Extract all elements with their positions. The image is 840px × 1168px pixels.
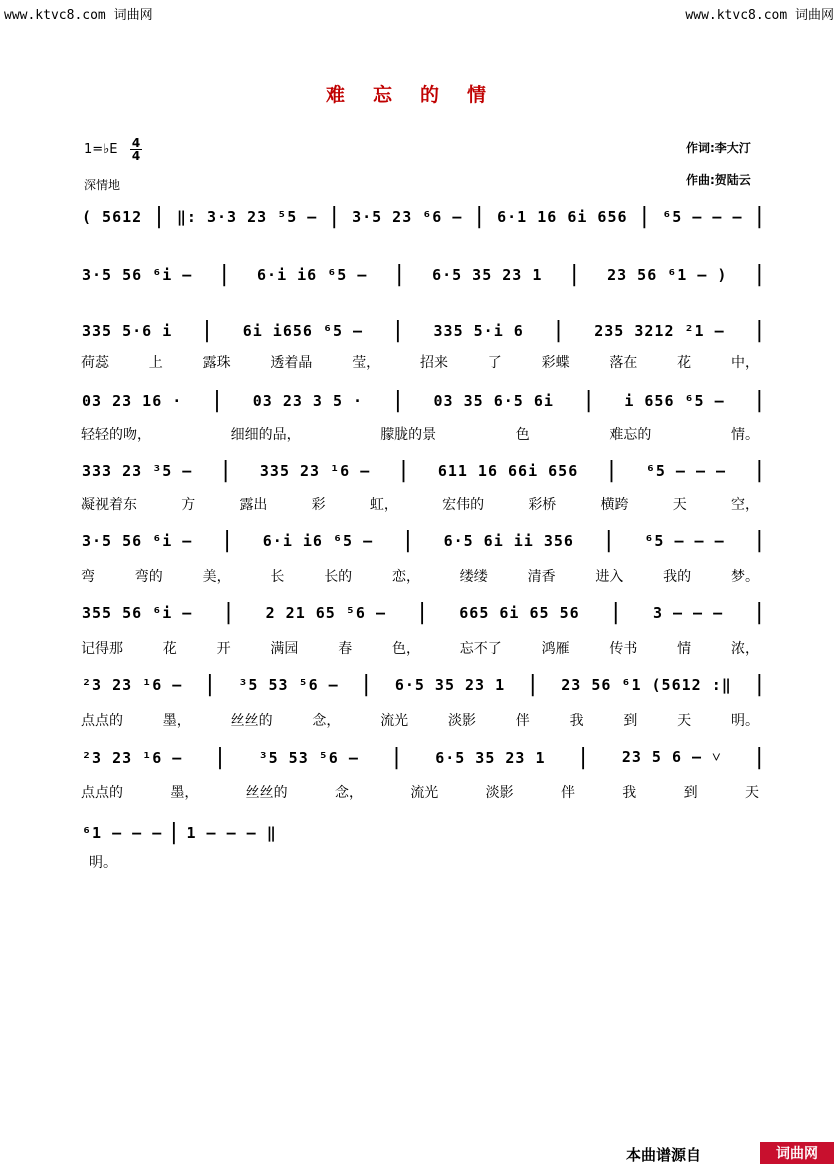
time-signature-top: 4 <box>131 136 141 150</box>
barline: | <box>210 388 225 413</box>
lyric-word: 我 <box>622 785 637 801</box>
barline: | <box>551 318 567 343</box>
lyric-word: 凝视着东 <box>81 497 137 513</box>
lyric-word: 浓， <box>730 641 759 657</box>
measure: ²3 23 ¹6 – <box>82 676 183 694</box>
lyric-word: 丝丝的 <box>230 713 273 729</box>
notation-row <box>80 262 770 287</box>
lyric-word: 清香 <box>527 569 556 585</box>
watermark-right: www.ktvc8.com 词曲网 <box>685 8 834 23</box>
lyric-word: 细细的品， <box>230 427 301 443</box>
measure: 03 23 16 · <box>82 392 183 410</box>
lyric-word: 长的 <box>324 569 353 585</box>
notation-row <box>80 458 770 483</box>
site-logo: 词曲网 <box>760 1142 834 1164</box>
measure: 335 5·6 i <box>82 322 173 340</box>
barline: | <box>526 672 541 697</box>
lyric-word: 明。 <box>89 855 117 871</box>
barline: | <box>752 262 767 287</box>
measure: ‖: 3·3 23 ⁵5 – <box>176 208 318 226</box>
lyric-word: 招来 <box>419 355 448 371</box>
lyric-word: 到 <box>683 785 698 801</box>
barline: | <box>152 204 167 229</box>
lyric-word: 朦胧的景 <box>380 427 437 443</box>
barline: | <box>396 458 412 483</box>
barline: | <box>327 204 342 229</box>
time-signature-bottom: 4 <box>131 149 141 163</box>
measure: 6·5 35 23 1 <box>432 266 543 284</box>
barline: | <box>567 262 582 287</box>
lyric-word: 荷蕊 <box>81 355 109 371</box>
barline: | <box>752 745 767 770</box>
notation-row <box>80 528 770 553</box>
measure: 3 – – – <box>652 604 724 622</box>
lyric-word: 落在 <box>609 355 638 371</box>
lyric-word: 我的 <box>663 569 692 585</box>
lyric-word: 彩 <box>311 497 326 513</box>
lyric-word: 长 <box>270 569 285 585</box>
song-title: 难忘的情 <box>325 84 514 106</box>
lyric-word: 弯 <box>81 569 95 585</box>
lyric-word: 淡影 <box>447 713 476 729</box>
barline: | <box>752 318 767 343</box>
lyric-row <box>80 424 760 444</box>
lyric-word: 流光 <box>380 713 409 729</box>
barline: | <box>602 528 617 553</box>
lyric-word: 天 <box>677 713 692 729</box>
barline: | <box>203 672 218 697</box>
measure: 611 16 66i 656 <box>437 462 579 480</box>
time-signature <box>130 137 142 162</box>
watermark-left: www.ktvc8.com 词曲网 <box>4 8 153 23</box>
measure: ³5 53 ⁵6 – <box>238 676 339 694</box>
lyric-word: 忘不了 <box>459 641 502 657</box>
lyric-word: 情。 <box>730 427 759 443</box>
measure: 6i i656 ⁶5 – <box>242 322 364 340</box>
barline: | <box>200 318 215 343</box>
lyric-word: 鸿雁 <box>541 641 570 657</box>
barline: | <box>167 820 182 845</box>
lyric-word: 墨， <box>162 713 191 729</box>
barline: | <box>217 262 232 287</box>
barline: | <box>752 528 767 553</box>
measure: 1 – – – ‖ <box>186 824 277 842</box>
lyric-word: 到 <box>623 713 638 729</box>
lyric-word: 开 <box>216 641 231 657</box>
lyric-word: 了 <box>487 355 502 371</box>
barline: | <box>637 204 653 229</box>
lyric-word: 美， <box>202 569 231 585</box>
barline: | <box>752 672 767 697</box>
barline: | <box>752 600 767 625</box>
barline: | <box>359 672 374 697</box>
barline: | <box>752 388 767 413</box>
lyric-word: 上 <box>148 355 163 371</box>
barline: | <box>392 262 407 287</box>
measure: 2 21 65 ⁵6 – <box>265 604 386 622</box>
lyric-word: 念， <box>334 785 363 801</box>
lyric-word: 丝丝的 <box>245 785 288 801</box>
measure: 03 35 6·5 6i <box>433 392 554 410</box>
measure: 355 56 ⁶i – <box>82 604 193 622</box>
tempo-marking: 深情地 <box>84 178 121 192</box>
notation-row <box>80 204 770 229</box>
measure: i 656 ⁶5 – <box>624 392 725 410</box>
lyric-word: 明。 <box>730 713 759 729</box>
lyric-word: 透着晶 <box>270 355 313 371</box>
measure: 3·5 56 ⁶i – <box>82 532 193 550</box>
barline: | <box>415 600 430 625</box>
measure: 6·i i6 ⁶5 – <box>257 266 368 284</box>
lyric-word: 点点的 <box>81 785 123 801</box>
lyric-word: 难忘的 <box>609 427 652 443</box>
barline: | <box>213 745 228 770</box>
footer-source: 本曲谱源自 <box>626 1146 702 1164</box>
lyric-word: 虹， <box>369 497 398 513</box>
barline: | <box>604 458 620 483</box>
barline: | <box>391 318 406 343</box>
measure: 3·5 56 ⁶i – <box>82 266 193 284</box>
measure: 335 23 ¹6 – <box>259 462 371 480</box>
lyric-word: 色， <box>391 641 420 657</box>
barline: | <box>389 745 405 770</box>
lyric-word: 念， <box>312 713 341 729</box>
notation-row <box>80 820 320 845</box>
barline: | <box>582 388 597 413</box>
lyric-word: 流光 <box>410 785 439 801</box>
lyric-word: 缕缕 <box>459 569 488 585</box>
lyric-word: 彩桥 <box>528 497 557 513</box>
measure: ⁶5 – – – <box>662 208 743 226</box>
measure: 6·5 6i ii 356 <box>443 532 574 550</box>
barline: | <box>752 204 767 229</box>
lyric-word: 记得那 <box>81 641 123 657</box>
lyric-word: 淡影 <box>485 785 514 801</box>
lyric-word: 我 <box>569 713 584 729</box>
barline: | <box>221 600 237 625</box>
lyric-word: 梦。 <box>730 569 759 585</box>
measure: ²3 23 ¹6 – <box>82 749 183 767</box>
notation-row <box>80 745 770 770</box>
measure: ⁶1 – – – <box>82 824 163 842</box>
lyric-word: 伴 <box>515 713 530 729</box>
lyric-word: 墨， <box>170 785 199 801</box>
lyric-word: 方 <box>181 497 196 513</box>
barline: | <box>752 458 767 483</box>
lyric-word: 彩蝶 <box>541 355 570 371</box>
measure: 333 23 ³5 – <box>82 462 193 480</box>
barline: | <box>576 745 591 770</box>
measure: ⁶5 – – – <box>644 532 725 550</box>
measure: 03 23 3 5 · <box>252 392 364 410</box>
notation-row <box>80 388 770 413</box>
lyricist: 作词:李大汀 <box>686 141 751 155</box>
barline: | <box>472 204 487 229</box>
lyric-word: 中， <box>730 355 759 371</box>
lyric-word: 情 <box>677 641 692 657</box>
measure: 6·i i6 ⁶5 – <box>262 532 374 550</box>
measure: 335 5·i 6 <box>433 322 524 340</box>
lyric-word: 莹， <box>352 355 381 371</box>
barline: | <box>609 600 624 625</box>
lyric-word: 恋， <box>391 569 420 585</box>
barline: | <box>391 388 406 413</box>
lyric-word: 天 <box>672 497 687 513</box>
lyric-word: 伴 <box>560 785 575 801</box>
lyric-word: 点点的 <box>81 713 123 729</box>
lyric-word: 轻轻的吻， <box>81 427 151 443</box>
lyric-row <box>80 494 760 514</box>
barline: | <box>220 528 235 553</box>
measure: 3·5 23 ⁶6 – <box>352 208 463 226</box>
notation-row <box>80 672 770 697</box>
measure: 23 5 6 – ˅ <box>621 748 722 766</box>
key-signature: 1=♭E <box>84 142 118 157</box>
lyric-row <box>80 638 760 658</box>
measure: ⁶5 – – – <box>645 462 727 480</box>
lyric-word: 弯的 <box>134 569 163 585</box>
lyric-word: 传书 <box>609 641 638 657</box>
lyric-word: 宏伟的 <box>442 497 485 513</box>
barline: | <box>219 458 234 483</box>
measure: 6·5 35 23 1 <box>435 749 546 767</box>
composer: 作曲:贺陆云 <box>686 173 751 187</box>
lyric-word: 色 <box>515 427 530 443</box>
lyric-word: 露出 <box>239 497 268 513</box>
lyric-word: 天 <box>744 785 759 801</box>
measure: ( 5612 <box>82 208 143 226</box>
lyric-word: 满园 <box>270 641 299 657</box>
measure: 6·5 35 23 1 <box>394 676 506 694</box>
lyric-row <box>80 782 760 802</box>
measure: ³5 53 ⁵6 – <box>258 749 359 767</box>
measure: 6·1 16 6i 656 <box>497 208 628 226</box>
lyric-word: 花 <box>677 355 692 371</box>
measure: 23 56 ⁶1 – ) <box>607 266 728 284</box>
measure: 23 56 ⁶1 (5612 :‖ <box>561 676 732 694</box>
measure: 665 6i 65 56 <box>459 604 580 622</box>
lyric-word: 春 <box>338 641 353 657</box>
lyric-word: 空， <box>730 497 759 513</box>
notation-row <box>80 318 770 343</box>
lyric-word: 露珠 <box>202 355 231 371</box>
notation-row <box>80 600 770 625</box>
lyric-word: 进入 <box>595 569 624 585</box>
lyric-row <box>80 710 760 730</box>
lyric-row <box>80 352 760 372</box>
lyric-word: 花 <box>162 641 177 657</box>
lyric-word: 横跨 <box>600 497 629 513</box>
lyric-row <box>80 566 760 586</box>
barline: | <box>401 528 416 553</box>
lyric-row <box>88 852 148 872</box>
measure: 235 3212 ²1 – <box>594 322 725 340</box>
